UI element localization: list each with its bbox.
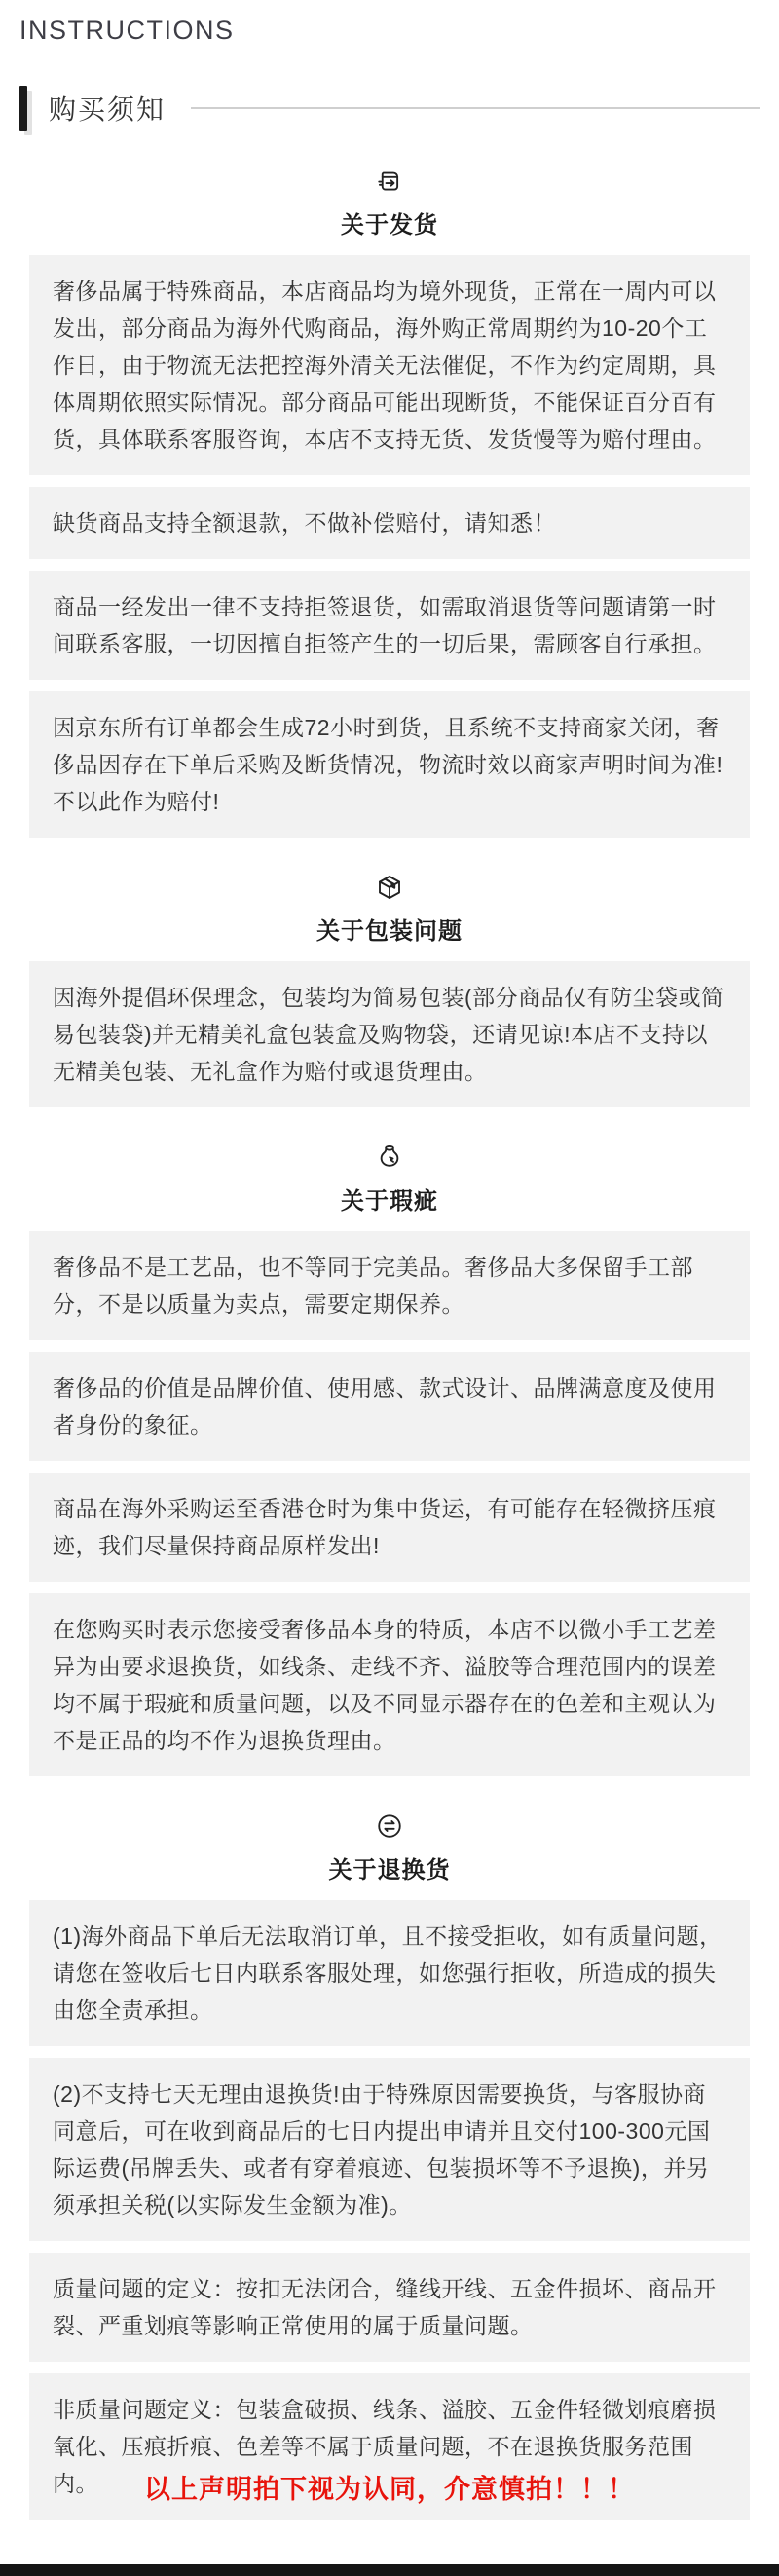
section-flaws-boxes xyxy=(0,1231,779,1776)
notice-paragraph: 奢侈品不是工艺品，也不等同于完美品。奢侈品大多保留手工部分，不是以质量为卖点，需要定期保养。 xyxy=(29,1231,750,1340)
notice-paragraph: 质量问题的定义：按扣无法闭合，缝线开线、五金件损坏、商品开裂、严重划痕等影响正常使用的属于质量问题。 xyxy=(29,2253,750,2362)
exchange-arrows-icon xyxy=(375,1811,404,1841)
section-shipping-head xyxy=(0,167,779,240)
section-returns xyxy=(0,1811,779,2520)
section-flaws xyxy=(0,1142,779,1776)
section-title: 关于包装问题 xyxy=(316,918,463,945)
notice-paragraph: 奢侈品属于特殊商品，本店商品均为境外现货，正常在一周内可以发出，部分商品为海外代购商品，海外购正常周期约为10-20个工作日，由于物流无法把控海外清关无法催促，不作为约定周期，具体周期依照实际情况。部分商品可能出现断货，不能保证百分百有货，具体联系客服咨询，本店不支持无货、发货慢等为赔付理由。 xyxy=(29,255,750,475)
vase-icon xyxy=(375,1142,404,1172)
section-flaws-head xyxy=(0,1142,779,1215)
notice-paragraph: (1)海外商品下单后无法取消订单，且不接受拒收，如有质量问题，请您在签收后七日内联系客服处理，如您强行拒收，所造成的损失由您全责承担。 xyxy=(29,1900,750,2046)
section-header-label: 购买须知 xyxy=(49,94,167,125)
shipping-box-arrow-icon xyxy=(375,167,404,196)
package-cube-icon xyxy=(375,873,404,902)
bottom-black-strip xyxy=(0,2564,779,2576)
section-shipping-boxes xyxy=(0,255,779,838)
section-packaging-head xyxy=(0,873,779,946)
notice-paragraph: 商品一经发出一律不支持拒签退货，如需取消退货等问题请第一时间联系客服，一切因擅自拒签产生的一切后果，需顾客自行承担。 xyxy=(29,571,750,680)
page-title: INSTRUCTIONS xyxy=(19,16,235,45)
section-packaging-boxes xyxy=(0,961,779,1107)
section-title: 关于退换货 xyxy=(328,1857,451,1884)
section-title: 关于瑕疵 xyxy=(341,1188,438,1214)
section-packaging xyxy=(0,873,779,1107)
section-header xyxy=(19,85,760,131)
section-title: 关于发货 xyxy=(341,212,438,239)
notice-paragraph: (2)不支持七天无理由退换货!由于特殊原因需要换货，与客服协商同意后，可在收到商品后的七日内提出申请并且交付100-300元国际运费(吊牌丢失、或者有穿着痕迹、包装损坏等不予退换)，并另须承担关税(以实际发生金额为准)。 xyxy=(29,2058,750,2241)
agreement-warning-text: 以上声明拍下视为认同，介意慎拍！！！ xyxy=(144,2475,635,2504)
header-divider-line xyxy=(191,107,760,109)
notice-paragraph: 商品在海外采购运至香港仓时为集中货运，有可能存在轻微挤压痕迹，我们尽量保持商品原样发出! xyxy=(29,1473,750,1582)
notice-paragraph: 缺货商品支持全额退款，不做补偿赔付，请知悉！ xyxy=(29,487,750,559)
notice-paragraph: 在您购买时表示您接受奢侈品本身的特质，本店不以微小手工艺差异为由要求退换货，如线条、走线不齐、溢胶等合理范围内的误差均不属于瑕疵和质量问题，以及不同显示器存在的色差和主观认为不是正品的均不作为退换货理由。 xyxy=(29,1593,750,1776)
notice-paragraph: 因京东所有订单都会生成72小时到货，且系统不支持商家关闭，奢侈品因存在下单后采购及断货情况，物流时效以商家声明时间为准!不以此作为赔付! xyxy=(29,691,750,838)
section-returns-head xyxy=(0,1811,779,1885)
notice-paragraph: 因海外提倡环保理念，包装均为简易包装(部分商品仅有防尘袋或简易包装袋)并无精美礼盒包装盒及购物袋，还请见谅!本店不支持以无精美包装、无礼盒作为赔付或退货理由。 xyxy=(29,961,750,1107)
section-shipping xyxy=(0,167,779,838)
notice-paragraph: 非质量问题定义：包装盒破损、线条、溢胶、五金件轻微划痕磨损氧化、压痕折痕、色差等不属于质量问题，不在退换货服务范围内。 xyxy=(29,2373,750,2520)
notice-paragraph: 奢侈品的价值是品牌价值、使用感、款式设计、品牌满意度及使用者身份的象征。 xyxy=(29,1352,750,1461)
section-returns-boxes xyxy=(0,1900,779,2520)
header-accent-bar xyxy=(19,86,27,131)
